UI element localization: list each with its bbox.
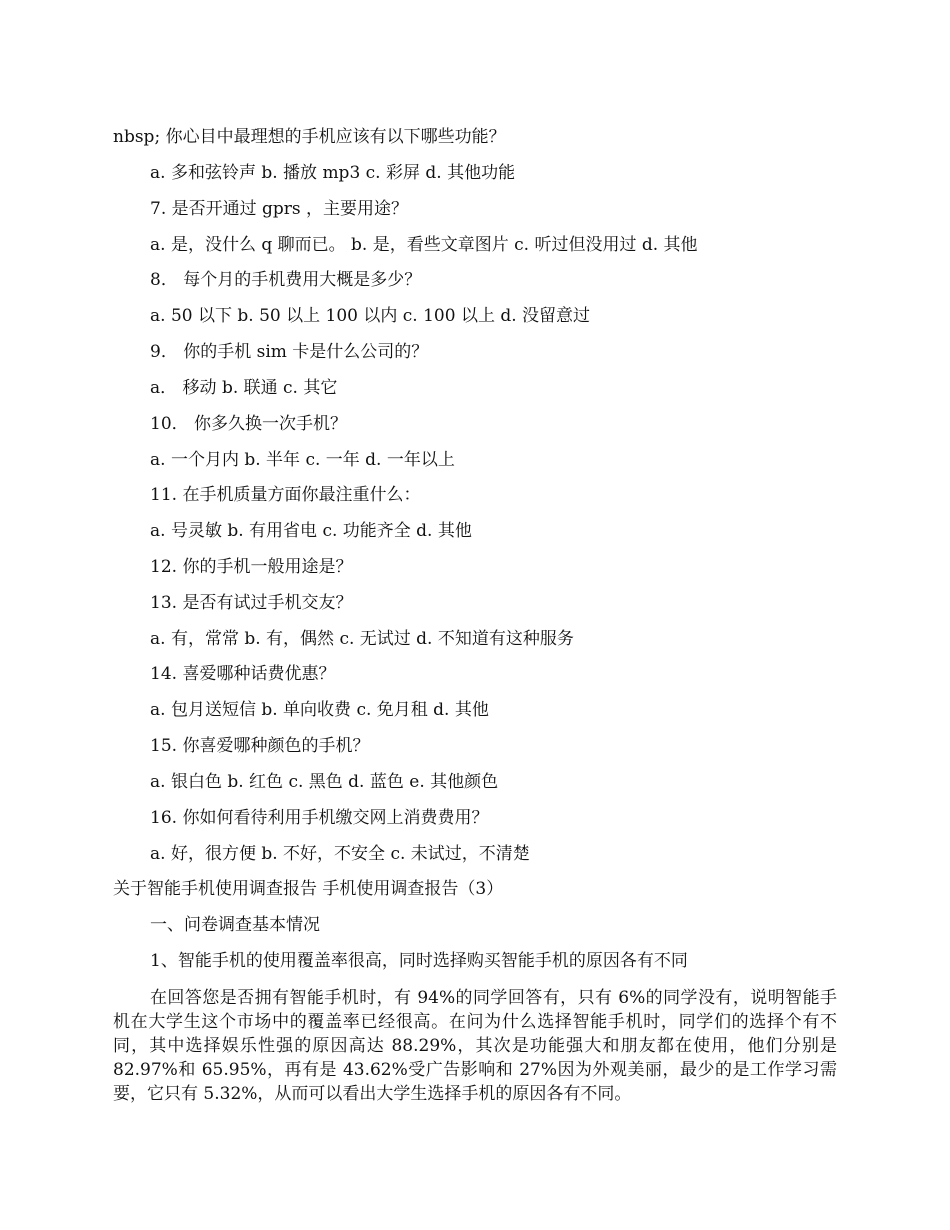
answer-options-features: a. 多和弦铃声 b. 播放 mp3 c. 彩屏 d. 其他功能 — [150, 163, 516, 183]
question-11-quality: 11. 在手机质量方面你最注重什么： — [150, 485, 421, 505]
answer-options-payment: a. 好，很方便 b. 不好，不安全 c. 未试过，不清楚 — [150, 844, 530, 864]
question-7-gprs: 7. 是否开通过 gprs ，主要用途？ — [150, 199, 409, 219]
survey-result-paragraph: 在回答您是否拥有智能手机时，有 94%的同学回答有，只有 6%的同学没有，说明智能手机在大学生这个市场中的覆盖率已经很高。在问为什么选择智能手机时，同学们的选择个有不同，其中选择娱乐性强的原因高达 88.29%，其次是功能强大和朋友都在使用，他们分别是 82.97%和 65.95%，再有是 43.62%受广告影响和 27%因为外观美丽，最少的是工作学习需要，它只有 5.32%，从而可以看出大学生选择手机的原因各有不同。 — [113, 988, 837, 1104]
subsection-heading-coverage: 1、智能手机的使用覆盖率很高，同时选择购买智能手机的原因各有不同 — [150, 951, 688, 971]
report-section-title: 关于智能手机使用调查报告 手机使用调查报告（3） — [113, 879, 504, 899]
answer-options-color: a. 银白色 b. 红色 c. 黑色 d. 蓝色 e. 其他颜色 — [150, 772, 499, 792]
answer-options-dating: a. 有，常常 b. 有，偶然 c. 无试过 d. 不知道有这种服务 — [150, 629, 574, 649]
question-12-usage: 12. 你的手机一般用途是？ — [150, 557, 353, 577]
section-heading-basic-info: 一、问卷调查基本情况 — [150, 915, 320, 935]
question-14-discount: 14. 喜爱哪种话费优惠？ — [150, 664, 336, 684]
answer-options-gprs: a. 是，没什么 q 聊而已。 b. 是，看些文章图片 c. 听过但没用过 d. 其他 — [150, 235, 698, 255]
answer-options-replace: a. 一个月内 b. 半年 c. 一年 d. 一年以上 — [150, 450, 455, 470]
question-16-payment: 16. 你如何看待利用手机缴交网上消费费用？ — [150, 808, 489, 828]
answer-options-discount: a. 包月送短信 b. 单向收费 c. 免月租 d. 其他 — [150, 700, 489, 720]
answer-options-monthly-cost: a. 50 以下 b. 50 以上 100 以内 c. 100 以上 d. 没留意过 — [150, 306, 591, 326]
answer-options-quality: a. 号灵敏 b. 有用省电 c. 功能齐全 d. 其他 — [150, 521, 472, 541]
answer-options-sim-card: a． 移动 b. 联通 c. 其它 — [150, 378, 338, 398]
question-8-monthly-cost: 8． 每个月的手机费用大概是多少？ — [150, 270, 422, 290]
question-9-sim-card: 9． 你的手机 sim 卡是什么公司的？ — [150, 342, 429, 362]
question-10-replace-frequency: 10． 你多久换一次手机？ — [150, 414, 348, 434]
question-ideal-phone-features: nbsp; 你心目中最理想的手机应该有以下哪些功能？ — [113, 127, 506, 147]
question-15-color: 15. 你喜爱哪种颜色的手机？ — [150, 736, 370, 756]
question-13-dating: 13. 是否有试过手机交友？ — [150, 593, 353, 613]
